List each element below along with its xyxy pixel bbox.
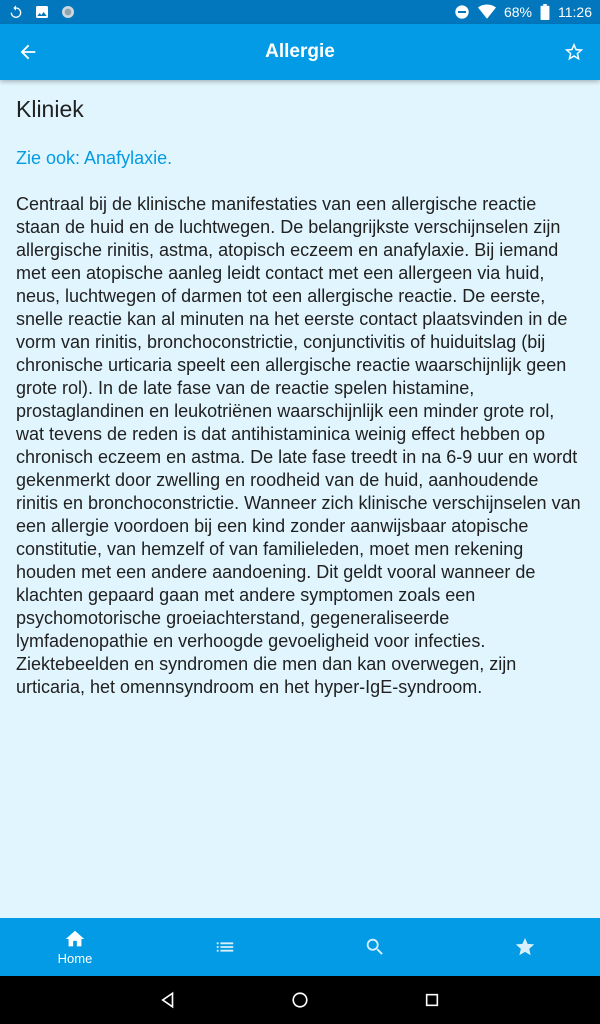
see-also-link[interactable]: Zie ook: Anafylaxie. [16,148,173,168]
search-icon [364,936,386,958]
bottom-navigation [0,918,600,976]
article-content [0,80,600,918]
article-body: Centraal bij de klinische manifestaties van een allergische reactie staan de huid en de luchtwegen. De belangrijkste verschijnselen zijn allergische rinitis, astma, atopisch eczeem en anafylaxie. Bij iemand met een atopische aanleg leidt contact met een allergeen via huid, neus, luchtwegen of darmen tot een allergische reactie. De eerste, snelle reactie kan al minuten na het eerste contact plaatsvinden in de vorm van rinitis, bronchoconstrictie, conjunctivitis of huiduitslag (bij chronische urticaria speelt een allergische reactie waarschijnlijk geen grote rol). In de late fase van de reactie spelen histamine, prostaglandinen en leukotriënen waarschijnlijk een minder grote rol, wat tevens de reden is dat antihistaminica weinig effect hebben op chronisch eczeem en astma. De late fase treedt in na 6-9 uur en wordt gekenmerkt door zwelling en roodheid van de huid, aanhoudende rinitis en bronchoconstrictie. Wanneer zich klinische verschijnselen van een allergie voordoen bij een kind zonder aanwijsbaar atopische constitutie, van hemzelf of van familieleden, moet men rekening houden met een andere aandoening. Dit geldt vooral wanneer de klachten gepaard gaan met andere symptomen zoals een psychomotorische groeiachterstand, gegeneraliseerde lymfadenopathie en verhoogde gevoeligheid voor infecties. Ziektebeelden en syndromen die men dan kan overwegen, zijn urticaria, het omennsyndroom en het hyper-IgE-syndroom. [16,194,581,697]
clock: 11:26 [558,4,592,20]
arrow-back-icon [17,41,39,63]
nav-home[interactable] [0,918,150,976]
do-not-disturb-icon [454,4,470,20]
star-icon [514,936,536,958]
page-title: Allergie [265,41,335,62]
nav-home-label: Home [57,951,93,966]
app-notification-icon [60,4,76,20]
image-icon [34,4,50,20]
system-back-button[interactable] [156,988,180,1012]
home-icon [64,928,86,950]
battery-percentage: 68% [503,4,532,20]
nav-list[interactable] [150,918,300,976]
battery-icon [540,4,550,20]
system-recents-button[interactable] [420,988,444,1012]
wifi-icon [478,4,496,20]
square-recents-icon [424,992,440,1008]
system-navigation-bar [0,976,600,1024]
triangle-back-icon [159,991,177,1009]
section-heading: Kliniek [16,96,84,122]
nav-favorites[interactable] [450,918,600,976]
back-button[interactable] [12,36,44,68]
app-bar [0,24,600,80]
system-home-button[interactable] [288,988,312,1012]
circle-home-icon [291,991,309,1009]
status-bar [0,0,600,24]
favorite-button[interactable] [558,36,590,68]
nav-search[interactable] [300,918,450,976]
list-icon [214,936,236,958]
star-outline-icon [563,41,585,63]
sync-icon [8,4,24,20]
